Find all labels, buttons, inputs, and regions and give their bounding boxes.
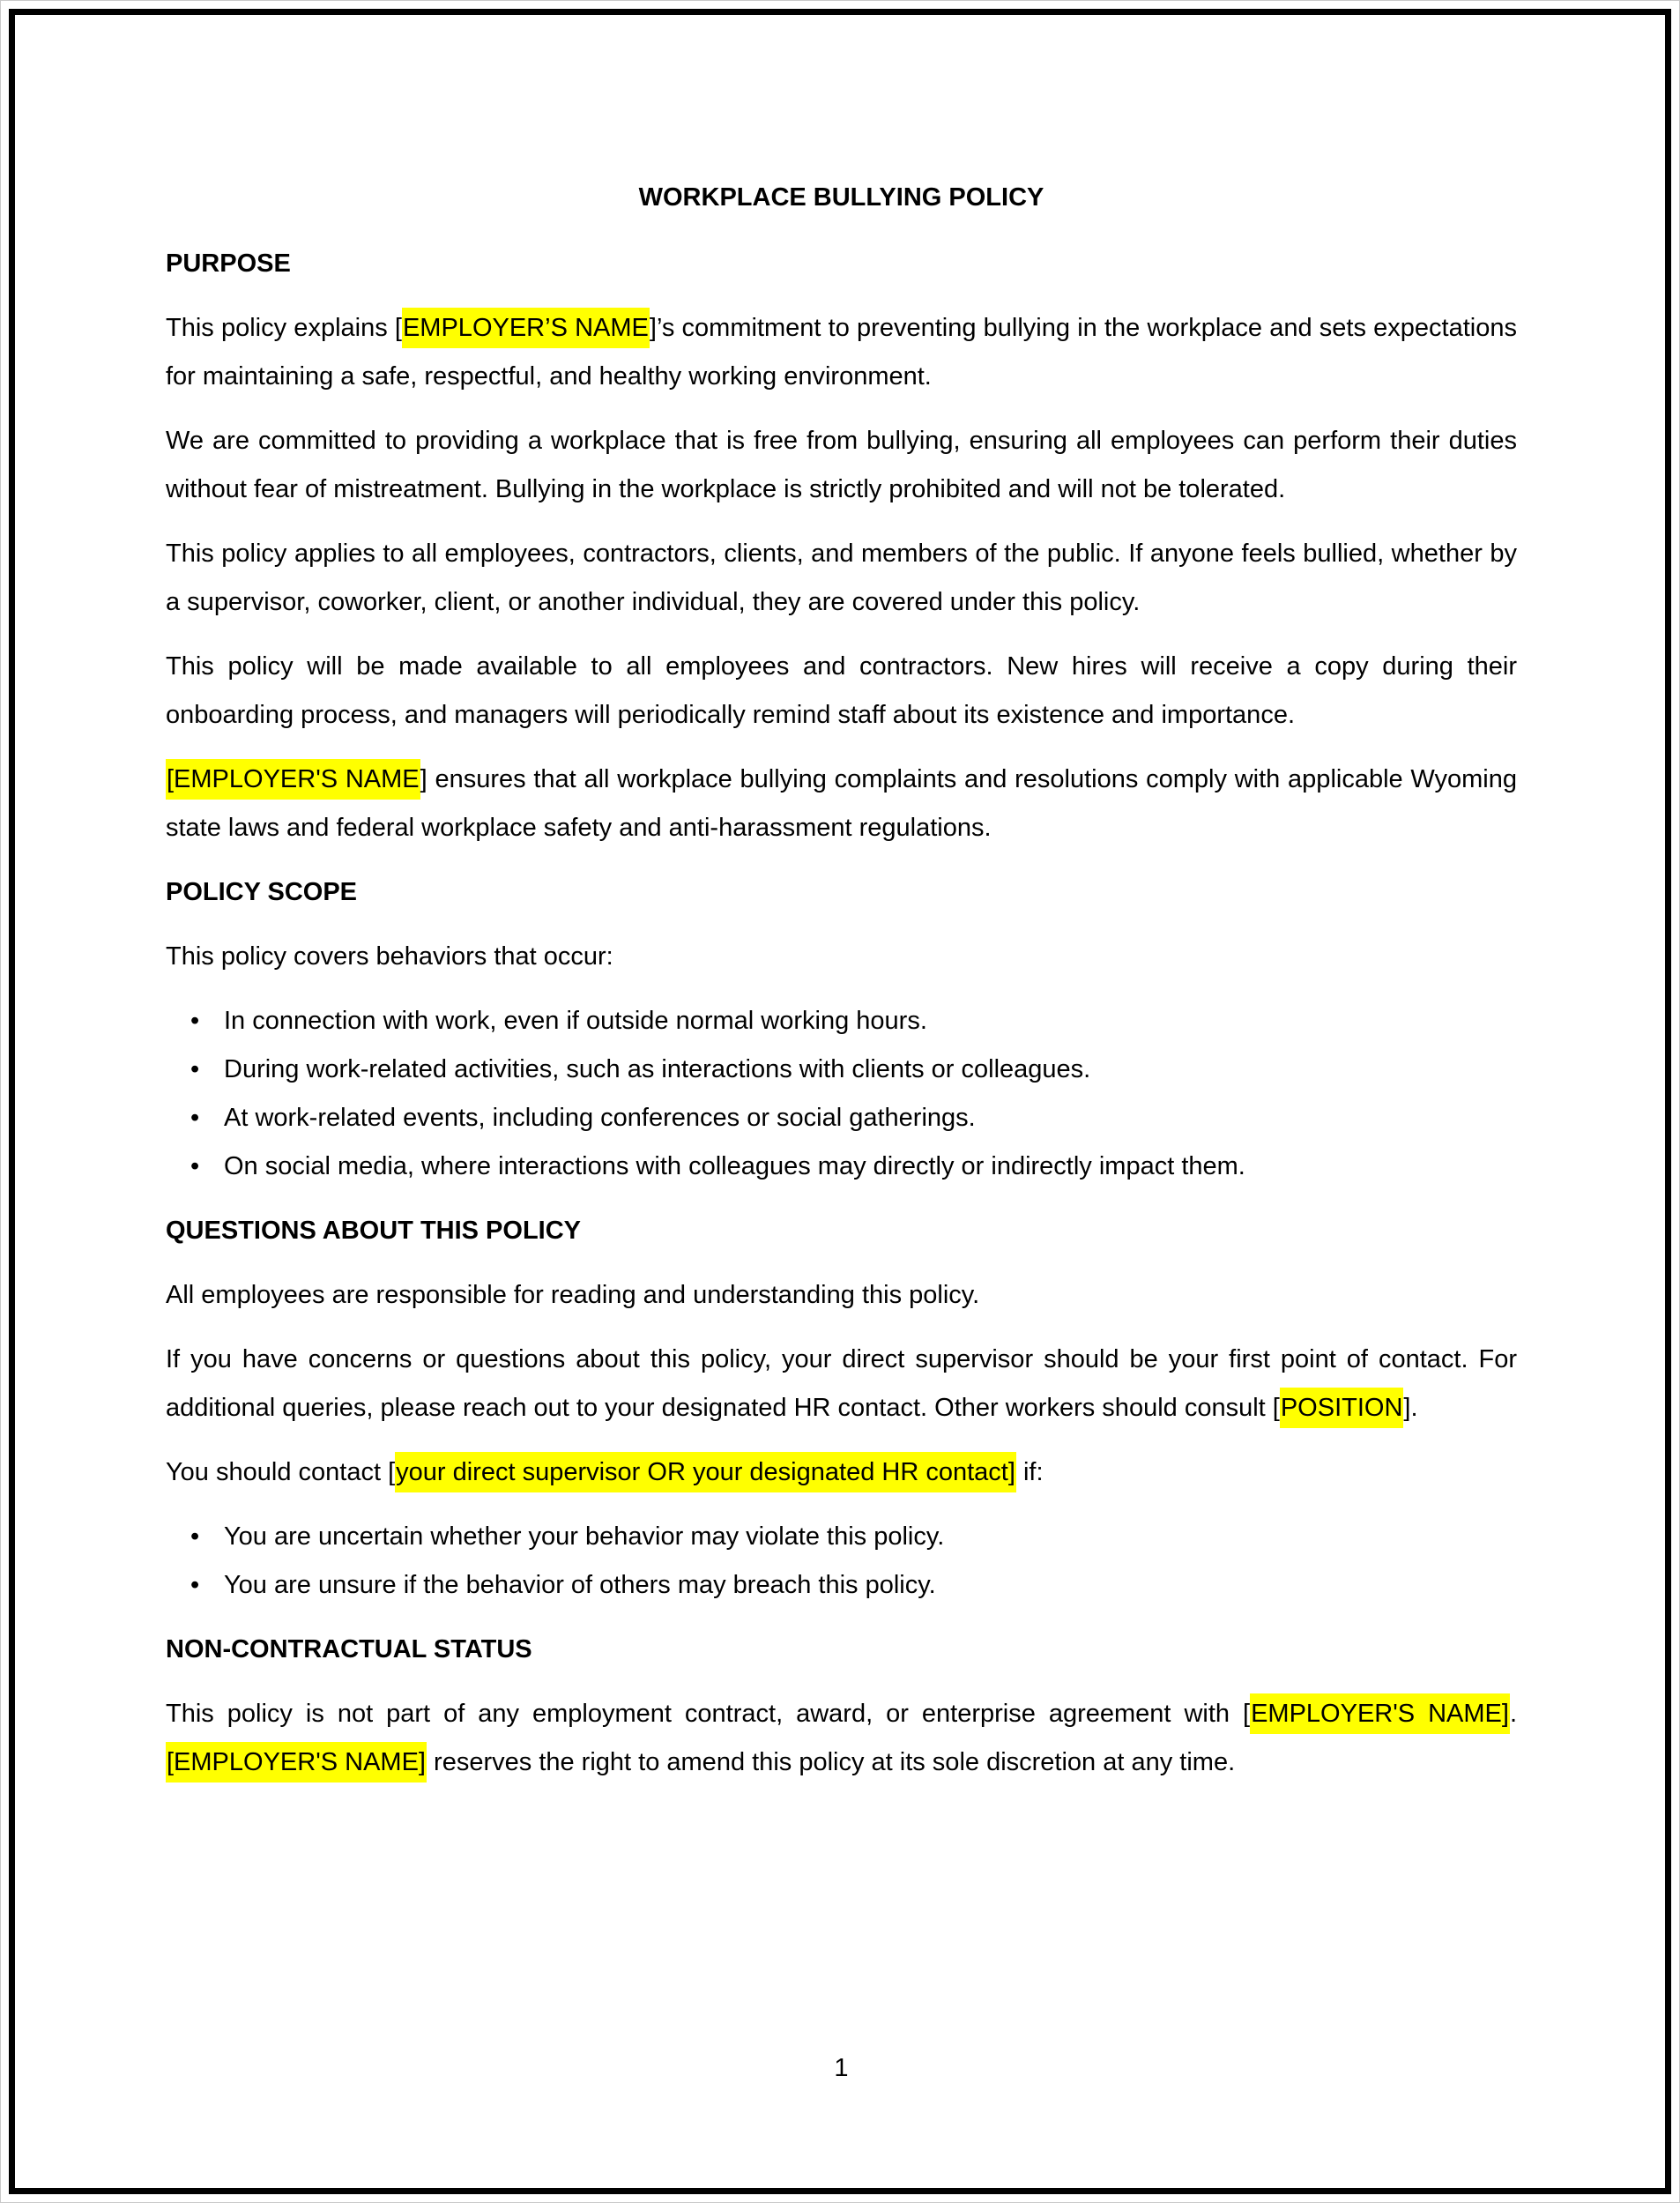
text-run: . (1509, 1700, 1518, 1728)
paragraph-questions-1: All employees are responsible for reading and understanding this policy. (166, 1281, 980, 1309)
paragraph-questions-2 (166, 1336, 1517, 1433)
list-item: • In connection with work, even if outside normal working hours. (224, 997, 1517, 1046)
questions-bullet-list (166, 1513, 1517, 1610)
text-run: ]. (1403, 1394, 1418, 1422)
section-heading-questions: QUESTIONS ABOUT THIS POLICY (166, 1217, 582, 1245)
list-item: • During work-related activities, such as interactions with clients or colleagues. (224, 1046, 1517, 1094)
text-run: This policy is not part of any employment contract, award, or enterprise agreement with [ (166, 1700, 1251, 1728)
text-run: If you have concerns or questions about this policy, your direct supervisor should be your first point of contact. For additional queries, please reach out to your designated HR contact. Other workers should consult [ (166, 1345, 1517, 1422)
section-heading-purpose: PURPOSE (166, 249, 291, 278)
list-item: • On social media, where interactions with colleagues may directly or indirectly impact them. (224, 1142, 1517, 1191)
highlighted-placeholder-employers-name: EMPLOYER'S NAME] (1250, 1693, 1510, 1734)
text-run: ]’s commitment to preventing bullying in the workplace and sets expectations for maintaining a safe, respectful, and healthy working environment. (166, 314, 1517, 391)
highlighted-placeholder-contact: your direct supervisor OR your designated HR contact] (395, 1452, 1016, 1492)
document-title: WORKPLACE BULLYING POLICY (638, 183, 1044, 212)
text-run: reserves the right to amend this policy at its sole discretion at any time. (427, 1748, 1236, 1776)
document-content (166, 174, 1517, 1803)
paragraph-policy-scope-intro: This policy covers behaviors that occur: (166, 942, 613, 971)
list-item: • You are unsure if the behavior of others may breach this policy. (224, 1561, 1517, 1610)
highlighted-placeholder-position: POSITION (1280, 1388, 1404, 1428)
highlighted-placeholder-employers-name: EMPLOYER’S NAME (402, 308, 650, 348)
text-run: ] ensures that all workplace bullying complaints and resolutions comply with applicable Wyoming state laws and federal workplace safety and anti-harassment regulations. (166, 765, 1518, 842)
policy-scope-bullet-list (166, 997, 1517, 1191)
paragraph-non-contractual-1 (166, 1690, 1517, 1787)
text-run: if: (1015, 1458, 1044, 1486)
list-item: • At work-related events, including conferences or social gatherings. (224, 1094, 1517, 1142)
highlighted-placeholder-employers-name: [EMPLOYER'S NAME (166, 759, 420, 800)
paragraph-questions-3 (166, 1448, 1517, 1497)
text-run: You should contact [ (166, 1458, 396, 1486)
paragraph-purpose-5 (166, 755, 1517, 852)
section-heading-non-contractual: NON-CONTRACTUAL STATUS (166, 1635, 532, 1663)
paragraph-purpose-4: This policy will be made available to all employees and contractors. New hires will receive a copy during their onboarding process, and managers will periodically remind staff about its existence and importance. (166, 652, 1517, 729)
page-number: 1 (834, 2054, 849, 2082)
list-item: • You are uncertain whether your behavior may violate this policy. (224, 1513, 1517, 1561)
section-heading-policy-scope: POLICY SCOPE (166, 878, 358, 906)
text-run: This policy explains [ (166, 314, 402, 342)
paragraph-purpose-3: This policy applies to all employees, contractors, clients, and members of the public. If anyone feels bullied, whether by a supervisor, coworker, client, or another individual, they are covered under this policy. (166, 540, 1517, 616)
paragraph-purpose-1 (166, 304, 1517, 401)
paragraph-purpose-2: We are committed to providing a workplace that is free from bullying, ensuring all employees can perform their duties without fear of mistreatment. Bullying in the workplace is strictly prohibited and will not be tolerated. (166, 427, 1517, 503)
highlighted-placeholder-employers-name: [EMPLOYER'S NAME] (166, 1742, 427, 1782)
